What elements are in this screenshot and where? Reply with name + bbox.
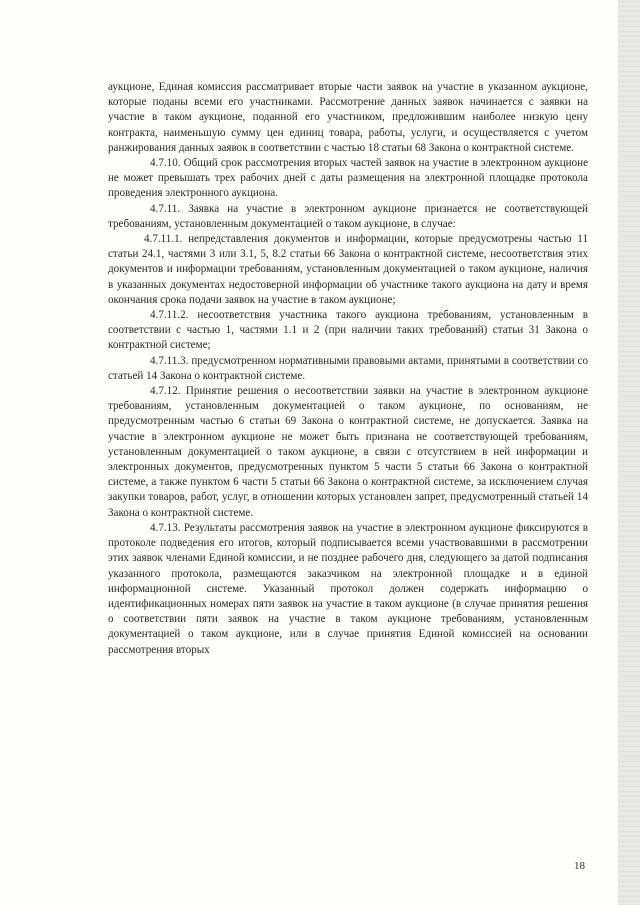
paragraph-4-7-11: 4.7.11. Заявка на участие в электронном аукционе признается не соответствующей требованиям, установленным документацией о таком аукционе, в случае: bbox=[108, 202, 588, 230]
paragraph-4-7-11-1: 4.7.11.1. непредставления документов и информации, которые предусмотрены частью 11 статьи 24.1, частями 3 или 3.1, 5, 8.2 статьи 66 Закона о контрактной системе, несоответствия этих документов и информации требованиям, установленным документацией о таком аукционе, наличия в указанных документах недостоверной информации об участнике такого аукциона на дату и время окончания срока подачи заявок на участие в таком аукционе; bbox=[108, 233, 588, 306]
scan-edge bbox=[618, 0, 640, 905]
page-number: 18 bbox=[574, 860, 585, 872]
paragraph-4-7-10: 4.7.10. Общий срок рассмотрения вторых частей заявок на участие в электронном аукционе не может превышать трех рабочих дней с даты размещения на электронной площадке протокола проведения электронного аукциона. bbox=[108, 157, 588, 200]
paragraph-4-7-13: 4.7.13. Результаты рассмотрения заявок на участие в электронном аукционе фиксируются в протоколе подведения его итогов, который подписывается всеми участвовавшими в рассмотрении этих заявок членами Единой комиссии, и не позднее рабочего дня, следующего за датой подписания указанного протокола, размещаются заказчиком на электронной площадке и в единой информационной системе. Указанный протокол должен содержать информацию о идентификационных номерах пяти заявок на участие в таком аукционе (в случае принятия решения о соответствии пяти заявок на участие в таком аукционе требованиям, установленным документацией о таком аукционе, или в случае принятия Единой комиссией на основании рассмотрения вторых bbox=[108, 521, 588, 656]
paragraph-4-7-12: 4.7.12. Принятие решения о несоответствии заявки на участие в электронном аукционе требованиям, установленным документацией о таком аукционе, по основаниям, не предусмотренным частью 6 статьи 69 Закона о контрактной системе, не допускается. Заявка на участие в электронном аукционе не может быть признана не соответствующей требованиям, установленным документацией о таком аукционе, в связи с отсутствием в ней информации и электронных документов, предусмотренных пунктом 5 части 5 статьи 66 Закона о контрактной системе, а также пунктом 6 части 5 статьи 66 Закона о контрактной системе, за исключением случая закупки товаров, работ, услуг, в отношении которых установлен запрет, предусмотренный статьей 14 Закона о контрактной системе. bbox=[108, 385, 588, 519]
document-body bbox=[108, 80, 588, 658]
paragraph-4-7-11-2: 4.7.11.2. несоответствия участника такого аукциона требованиям, установленным в соответствии с частью 1, частями 1.1 и 2 (при наличии таких требований) статьи 31 Закона о контрактной системе; bbox=[108, 309, 588, 352]
paragraph-4-7-11-3: 4.7.11.3. предусмотренном нормативными правовыми актами, принятыми в соответствии со статьей 14 Закона о контрактной системе. bbox=[108, 354, 588, 382]
paragraph-continuation: аукционе, Единая комиссия рассматривает вторые части заявок на участие в указанном аукционе, которые поданы всеми его участниками. Рассмотрение данных заявок начинается с заявки на участие в таком аукционе, поданной его участником, предложившим наиболее низкую цену контракта, наименьшую сумму цен единиц товара, работы, услуги, и осуществляется с учетом ранжирования данных заявок в соответствии с частью 18 статьи 68 Закона о контрактной системе. bbox=[108, 81, 588, 154]
